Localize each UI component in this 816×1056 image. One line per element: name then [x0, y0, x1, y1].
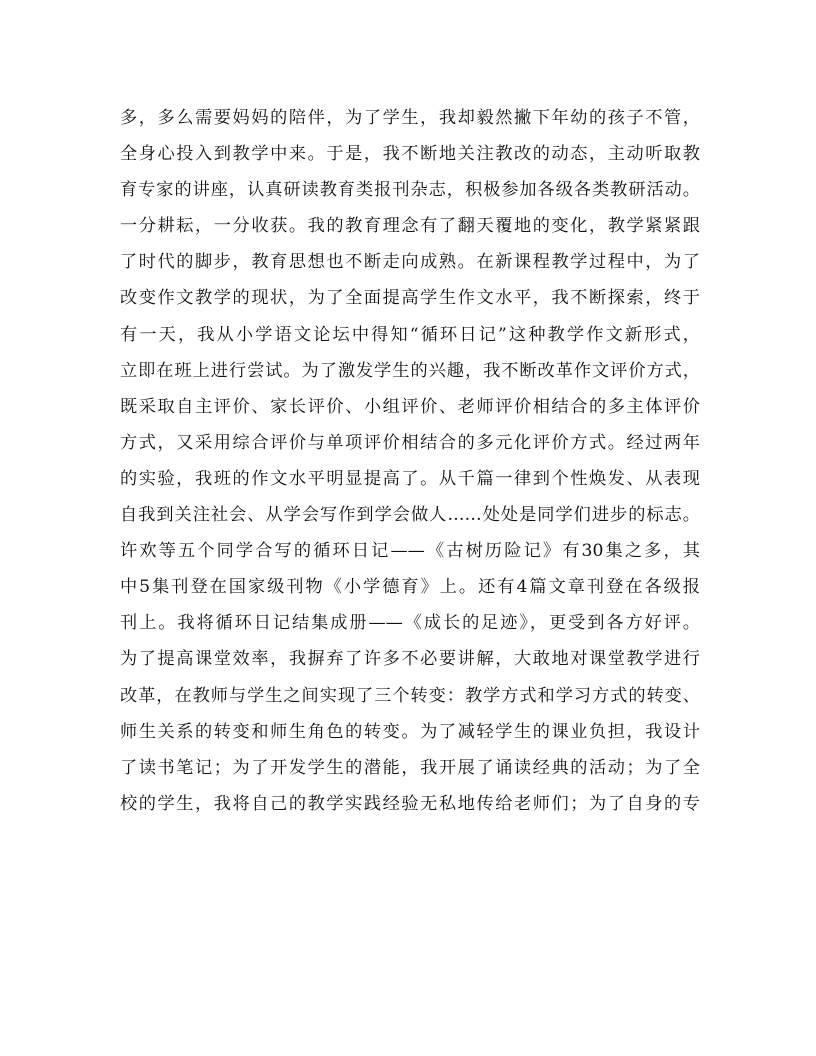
- text-line: 一分耕耘，一分收获。我的教育理念有了翻天覆地的变化，教学紧紧跟: [120, 216, 700, 237]
- text-line: 校的学生，我将自己的教学实践经验无私地传给老师们；为了自身的专: [120, 793, 700, 814]
- text-line: 有一天，我从小学语文论坛中得知“循环日记”这种教学作文新形式，: [120, 324, 700, 345]
- text-line: 的实验，我班的作文水平明显提高了。从千篇一律到个性焕发、从表现: [120, 468, 700, 489]
- text-line: 师生关系的转变和师生角色的转变。为了减轻学生的课业负担，我设计: [120, 721, 700, 742]
- text-line: 既采取自主评价、家长评价、小组评价、老师评价相结合的多主体评价: [120, 396, 700, 417]
- text-line: 自我到关注社会、从学会写作到学会做人……处处是同学们进步的标志。: [120, 505, 700, 526]
- text-line: 改变作文教学的现状，为了全面提高学生作文水平，我不断探索，终于: [120, 288, 700, 309]
- text-line: 改革，在教师与学生之间实现了三个转变：教学方式和学习方式的转变、: [120, 685, 700, 706]
- text-line: 为了提高课堂效率，我摒弃了许多不必要讲解，大敢地对课堂教学进行: [120, 649, 700, 670]
- text-line: 全身心投入到教学中来。于是，我不断地关注教改的动态，主动听取教: [120, 144, 700, 165]
- text-line: 中5集刊登在国家级刊物《小学德育》上。还有4篇文章刊登在各级报: [120, 577, 700, 598]
- text-line: 刊上。我将循环日记结集成册——《成长的足迹》，更受到各方好评。: [120, 613, 700, 634]
- body-paragraph: [120, 100, 700, 822]
- text-line: 多，多么需要妈妈的陪伴，为了学生，我却毅然撇下年幼的孩子不管，: [120, 108, 700, 128]
- text-line: 育专家的讲座，认真研读教育类报刊杂志，积极参加各级各类教研活动。: [120, 180, 700, 201]
- text-line: 方式，又采用综合评价与单项评价相结合的多元化评价方式。经过两年: [120, 432, 700, 453]
- text-line: 许欢等五个同学合写的循环日记——《古树历险记》有30集之多，其: [120, 541, 700, 562]
- text-line: 了读书笔记；为了开发学生的潜能，我开展了诵读经典的活动；为了全: [120, 757, 700, 778]
- text-line: 了时代的脚步，教育思想也不断走向成熟。在新课程教学过程中，为了: [120, 252, 700, 273]
- text-line: 立即在班上进行尝试。为了激发学生的兴趣，我不断改革作文评价方式，: [120, 360, 700, 381]
